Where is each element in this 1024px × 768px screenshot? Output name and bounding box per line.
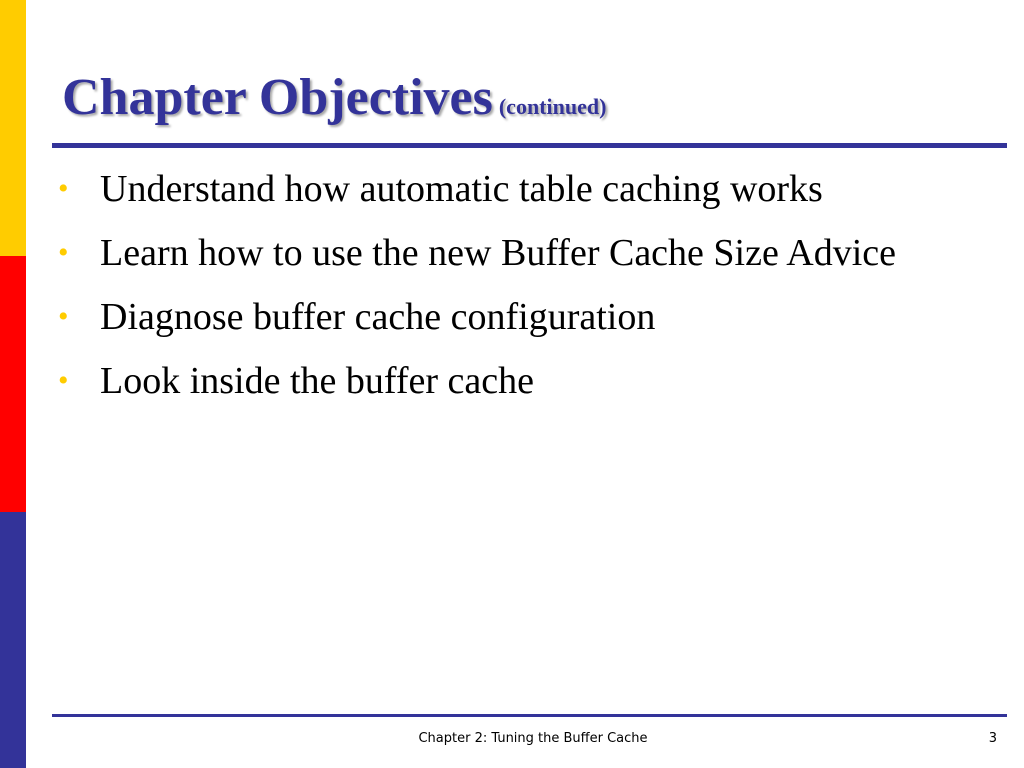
slide-title-main: Chapter Objectives: [62, 69, 493, 126]
bullet-item: [58, 226, 988, 280]
bullet-text: Learn how to use the new Buffer Cache Size Advice: [100, 232, 896, 274]
side-bar-red: [0, 256, 26, 512]
bullet-list: [58, 162, 988, 418]
footer-chapter-title: Chapter 2: Tuning the Buffer Cache: [418, 731, 648, 746]
side-bar-blue: [0, 512, 26, 768]
bullet-item: [58, 354, 988, 408]
bullet-item: [58, 290, 988, 344]
page-number: 3: [988, 731, 997, 746]
slide-title-subtitle: (continued): [498, 94, 607, 119]
bullet-marker: •: [58, 236, 69, 269]
bullet-marker: •: [58, 364, 69, 397]
bullet-marker: •: [58, 172, 69, 205]
bullet-item: [58, 162, 988, 216]
title-divider: [52, 143, 1007, 148]
bullet-text: Look inside the buffer cache: [100, 360, 535, 402]
bullet-text: Diagnose buffer cache configuration: [100, 296, 656, 338]
bullet-marker: •: [58, 300, 69, 333]
side-bar-yellow: [0, 0, 26, 256]
footer-divider: [52, 714, 1007, 717]
bullet-text: Understand how automatic table caching works: [100, 168, 823, 210]
slide-title: [62, 68, 606, 127]
